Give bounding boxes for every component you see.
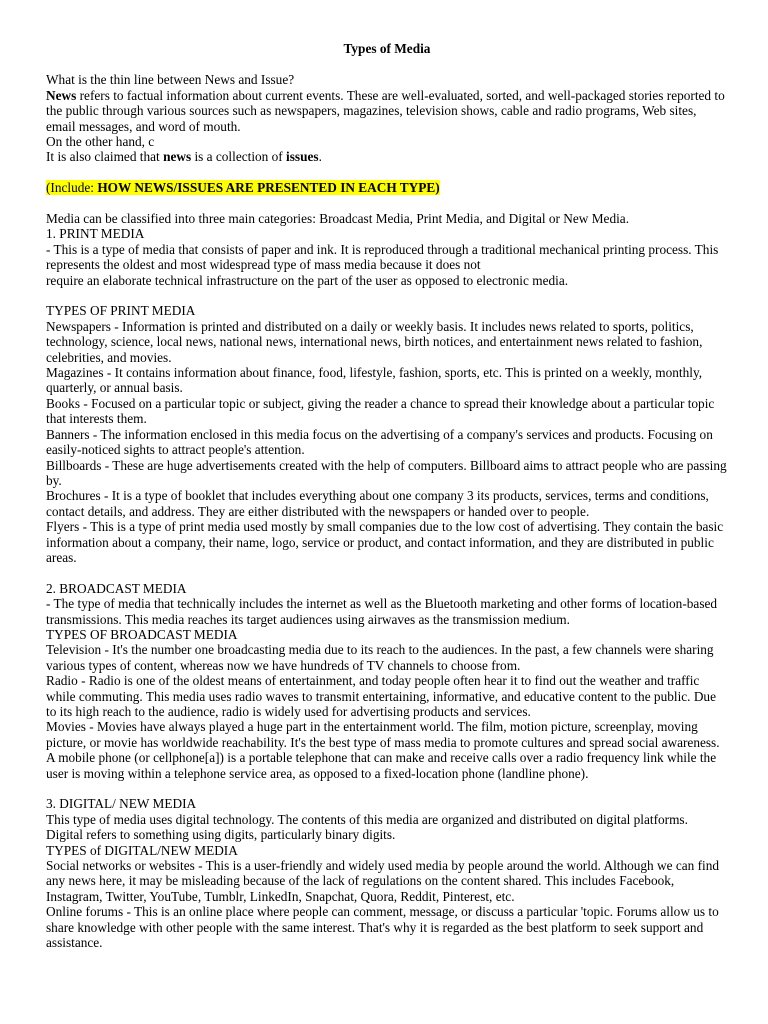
digital-types-heading: TYPES of DIGITAL/NEW MEDIA: [46, 842, 238, 858]
print-types-heading: TYPES OF PRINT MEDIA: [46, 303, 196, 319]
print-media-heading: 1. PRINT MEDIA: [46, 226, 145, 242]
broadcast-item-radio: Radio - Radio is one of the oldest means of entertainment, and today people often hear it to find out the weather and traffic while commuting. This media uses radio waves to transmit entertaining, informative, and educative content to the public. Due to its high reach to the audience, radio is widely used for advertising products and services.: [46, 673, 716, 719]
digital-item-social-networks: Social networks or websites - This is a user-friendly and widely used media by people around the world. Although we can find any news here, it may be misleading because of the lack of regulations on the content shared. This includes Facebook, Instagram, Twitter, YouTube, Tumblr, LinkedIn, Snapchat, Quora, Reddit, Pinterest, etc.: [46, 858, 720, 904]
document-title: Types of Media: [343, 41, 431, 56]
digital-media-heading: 3. DIGITAL/ NEW MEDIA: [46, 796, 197, 812]
claim-end: .: [318, 149, 322, 165]
claim-mid: is a collection of: [191, 149, 287, 165]
broadcast-media-heading: 2. BROADCAST MEDIA: [46, 580, 187, 596]
digital-media-desc: This type of media uses digital technology. The contents of this media are organized and distributed on digital platforms. Digital refers to something using digits, particularly binary digits.: [46, 811, 688, 843]
news-claim: [46, 149, 728, 164]
intro-question: What is the thin line between News and Issue?: [46, 72, 295, 88]
highlight-prefix: (Include:: [46, 180, 98, 196]
broadcast-item-television: Television - It's the number one broadcasting media due to its reach to the audiences. In the past, a few channels were sharing various types of content, whereas now we have hundreds of TV channels to choose from.: [46, 642, 714, 673]
print-media-desc-2: require an elaborate technical infrastructure on the part of the user as opposed to electronic media.: [46, 272, 569, 288]
news-definition-text: refers to factual information about current events. These are well-evaluated, sorted, and well-packaged stories reported to the public through various sources such as newspapers, magazines, television shows, cable and radio programs, Web sites, email messages, and word of mouth.: [46, 87, 725, 134]
highlighted-note: [46, 180, 728, 195]
print-item-magazines: Magazines - It contains information about finance, food, lifestyle, fashion, sports, etc. This is printed on a weekly, monthly, quarterly, or annual basis.: [46, 365, 703, 396]
news-definition: [46, 88, 728, 134]
broadcast-types-heading: TYPES OF BROADCAST MEDIA: [46, 626, 238, 642]
broadcast-item-movies: Movies - Movies have always played a huge part in the entertainment world. The film, motion picture, screenplay, moving picture, or movie has worldwide reachability. It's the best type of mass media to promote cultures and spread social awareness.: [46, 719, 720, 750]
print-media-desc: - This is a type of media that consists of paper and ink. It is reproduced through a traditional mechanical printing process. This represents the oldest and most widespread type of mass media because it does not: [46, 241, 719, 273]
other-hand-line: On the other hand, c: [46, 134, 155, 150]
highlight-bold: HOW NEWS/ISSUES ARE PRESENTED IN EACH TYPE): [97, 180, 440, 196]
news-term: News: [46, 87, 77, 103]
broadcast-media-desc: - The type of media that technically includes the internet as well as the Bluetooth marketing and other forms of location-based transmissions. This media reaches its target audiences using airwaves as the transmission medium.: [46, 596, 718, 627]
print-item-flyers: Flyers - This is a type of print media used mostly by small companies due to the low cost of advertising. They contain the basic information about a company, their name, logo, service or product, and contact information, and they are distributed in public areas.: [46, 519, 724, 565]
claim-prefix: It is also claimed that: [46, 149, 164, 165]
claim-issues: issues: [286, 149, 319, 165]
classification-text: Media can be classified into three main categories: Broadcast Media, Print Media, and Digital or New Media.: [46, 211, 630, 227]
print-item-newspapers: Newspapers - Information is printed and distributed on a daily or weekly basis. It includes news related to sports, politics, technology, science, local news, national news, international news, birth notices, and entertainment news related to fashion, celebrities, and movies.: [46, 318, 703, 365]
digital-item-online-forums: Online forums - This is an online place where people can comment, message, or discuss a particular 'topic. Forums allow us to share knowledge with other people with the same interest. That's why it is regarded as the best platform to seek support and assistance.: [46, 904, 719, 951]
print-item-books: Books - Focused on a particular topic or subject, giving the reader a chance to spread their knowledge about a particular topic that interests them.: [46, 395, 715, 427]
print-item-billboards: Billboards - These are huge advertisements created with the help of computers. Billboard aims to attract people who are passing by.: [46, 457, 727, 488]
broadcast-item-mobile-phone: A mobile phone (or cellphone[a]) is a portable telephone that can make and receive calls over a radio frequency link while the user is moving within a telephone service area, as opposed to a fixed-location phone (landline phone).: [46, 750, 717, 781]
print-item-banners: Banners - The information enclosed in this media focus on the advertising of a company's services and products. Focusing on easily-noticed sights to attract people's attention.: [46, 426, 713, 458]
claim-news: news: [163, 149, 192, 165]
print-item-brochures: Brochures - It is a type of booklet that includes everything about one company 3 its products, services, terms and conditions, contact details, and address. They are either distributed with the newspapers or handed over to people.: [46, 488, 709, 519]
